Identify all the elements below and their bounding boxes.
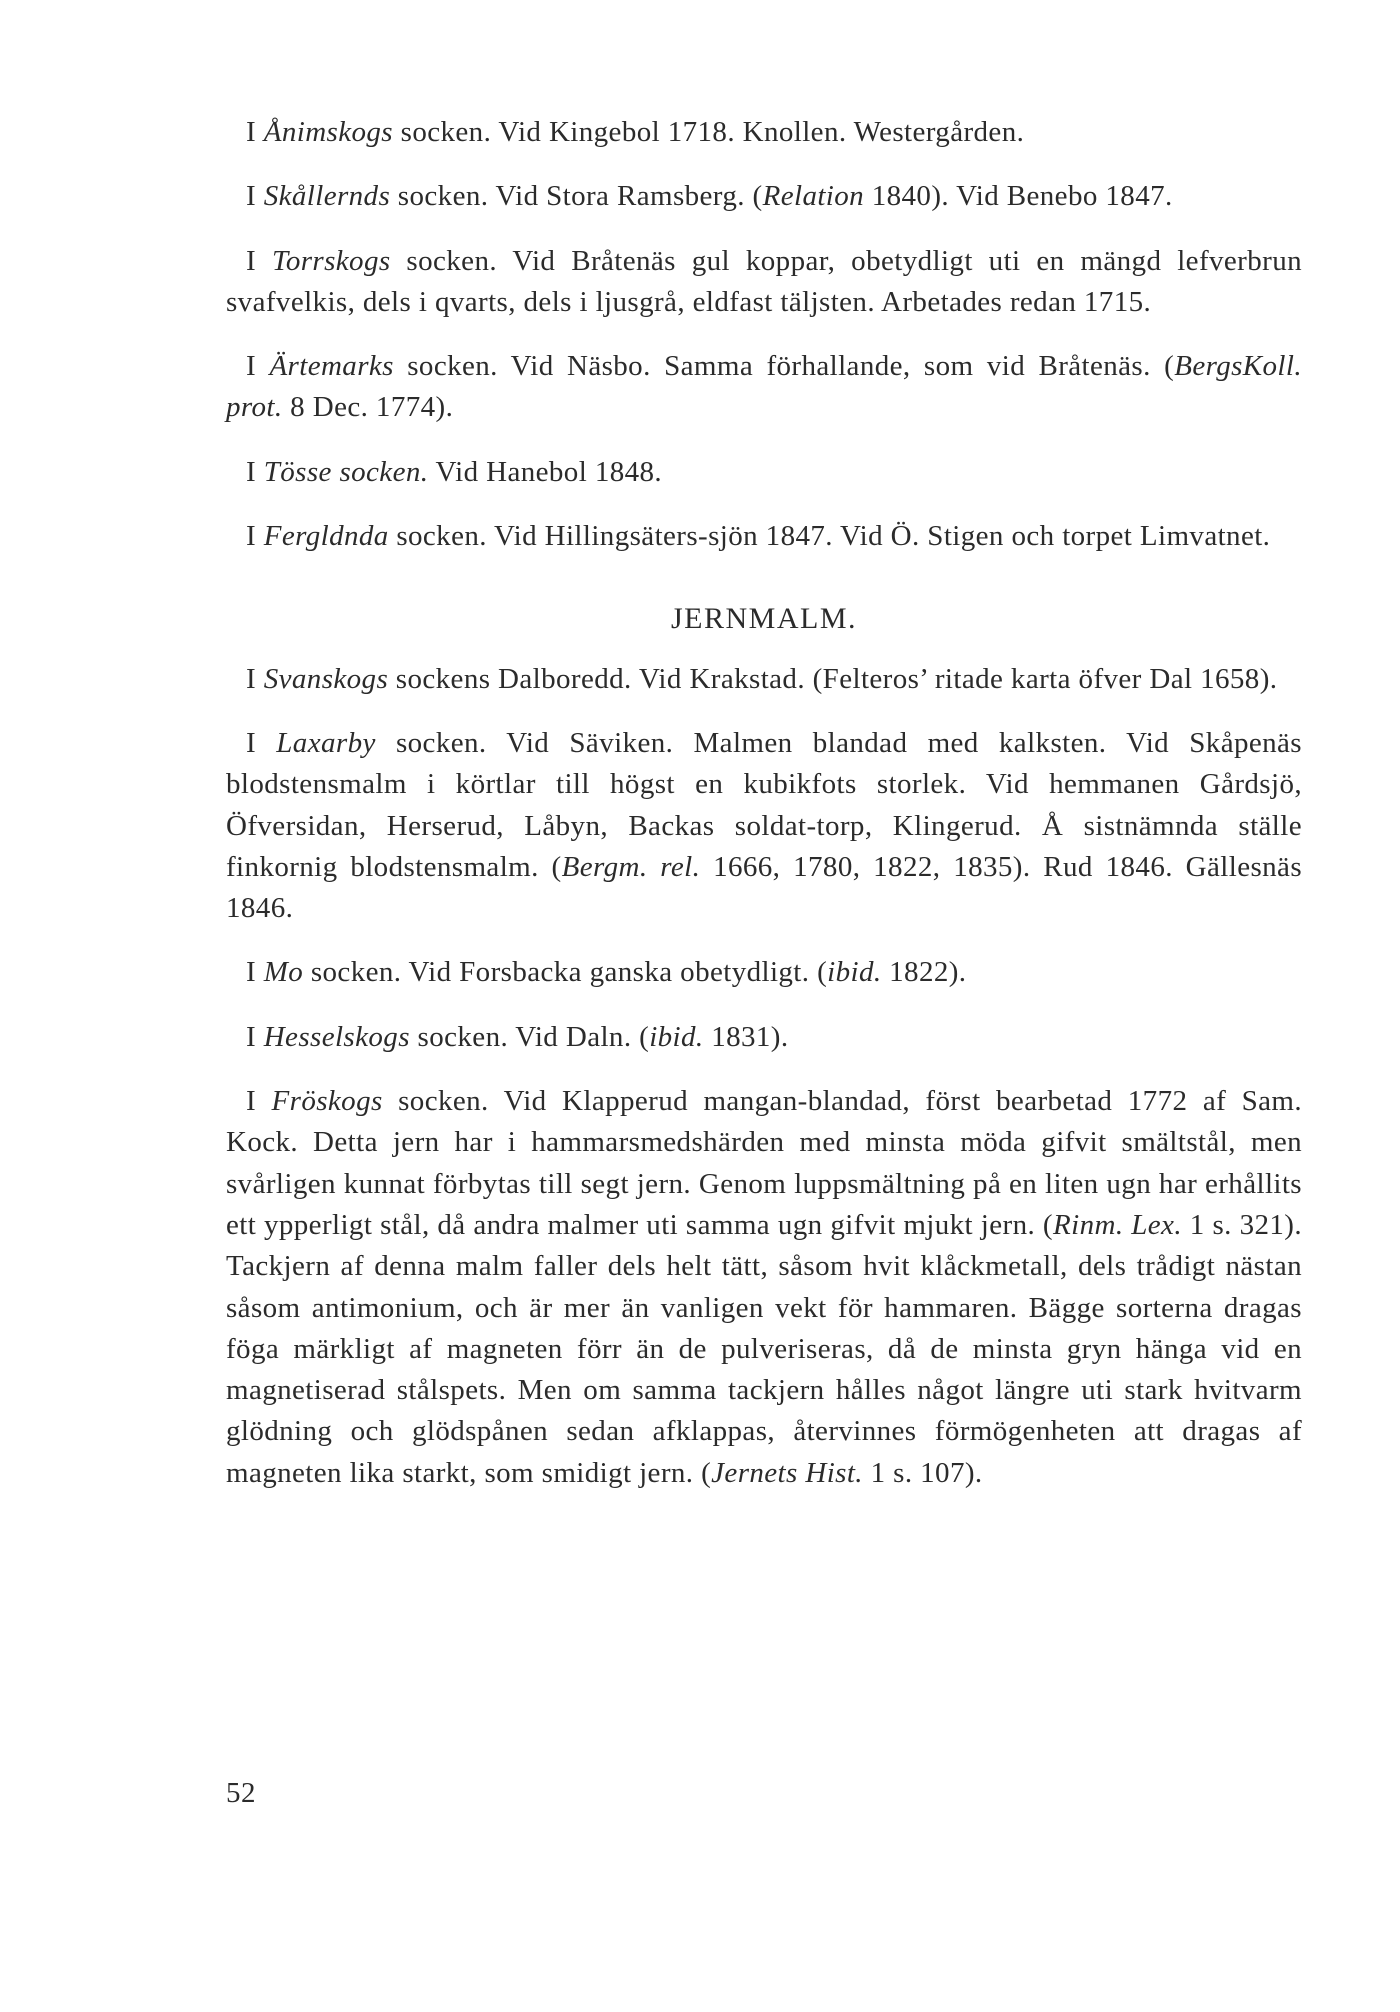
text-run: 1 s. 107). <box>862 1456 983 1489</box>
italic-text: Ånimskogs <box>263 116 393 148</box>
text-run: socken. Vid Näsbo. Samma förhallande, som vid Bråtenäs. ( <box>393 350 1175 383</box>
text-run: socken. Vid Klapperud mangan-blandad, först bearbetad 1772 af Sam. Kock. Detta jern har i hammarsmedshärden med minsta möda gifvit smältstål, men svårligen kunnat förbytas till segt jern. Genom luppsmältning på en liten ugn har erhållits ett ypperligt stål, då andra malmer uti samma ugn gifvit mjukt jern. ( <box>226 1085 1302 1241</box>
text-run: I <box>246 180 264 213</box>
text-run: socken. Vid Hillingsäters-sjön 1847. Vid Ö. Stigen och torpet Limvatnet. <box>388 520 1271 553</box>
page-body <box>226 112 1302 1494</box>
italic-text: Mo <box>263 956 304 989</box>
text-run: I <box>246 350 270 383</box>
italic-text: Ärtemarks <box>269 350 394 383</box>
text-run: 1666, 1780, 1822, 1835). Rud 1846. Gällesnäs 1846. <box>226 850 1303 925</box>
italic-text: Svanskogs <box>263 662 389 695</box>
paragraph <box>226 241 1302 324</box>
italic-text: ibid. <box>649 1020 704 1053</box>
italic-text: Fröskogs <box>271 1085 383 1118</box>
text-run: 1840). Vid Benebo 1847. <box>864 180 1173 213</box>
page-number: 52 <box>226 1777 256 1809</box>
text-run: 1 s. 321). Tackjern af denna malm faller dels helt tätt, såsom hvit klåckmetall, dels trådigt nästan såsom antimonium, och är mer än vanligen vekt för hammaren. Bägge sorterna dragas föga märkligt af magneten förr än de pulveriseras, då de minsta gryn hänga vid en magnetiserad stålspets. Men om samma tackjern hålles något längre uti stark hvitvarm glödning och glödspånen sedan afklappas, återvinnes förmögenheten att dragas af magneten lika starkt, som smidigt jern. ( <box>226 1208 1302 1489</box>
italic-text: Laxarby <box>276 726 376 759</box>
text-run: I <box>246 662 264 695</box>
italic-text: Jernets Hist. <box>711 1456 863 1489</box>
text-run: I <box>246 520 264 553</box>
text-run: socken. Vid Bråtenäs gul koppar, obetydligt uti en mängd lefverbrun svafvelkis, dels i qvarts, dels i ljusgrå, eldfast täljsten. Arbetades redan 1715. <box>226 244 1302 318</box>
iron-ore-occurrence-list <box>226 659 1302 1494</box>
italic-text: Tösse socken. <box>263 455 429 488</box>
paragraph <box>226 176 1302 217</box>
text-run: socken. Vid Daln. ( <box>409 1020 650 1053</box>
paragraph <box>226 723 1302 929</box>
text-run: I <box>246 116 264 148</box>
text-run: I <box>246 1085 272 1118</box>
paragraph <box>226 1017 1302 1058</box>
italic-text: Skållernds <box>263 180 391 213</box>
text-run: 8 Dec. 1774). <box>282 391 454 424</box>
text-run: socken. Vid Stora Ramsberg. ( <box>390 180 763 213</box>
paragraph <box>226 452 1302 493</box>
paragraph <box>226 516 1302 557</box>
text-run: I <box>246 956 264 989</box>
italic-text: Hesselskogs <box>263 1020 410 1053</box>
text-run: 1831). <box>703 1020 789 1053</box>
text-run: I <box>246 726 277 759</box>
paragraph <box>226 659 1302 700</box>
text-run: socken. Vid Kingebol 1718. Knollen. Westergården. <box>392 116 1025 148</box>
text-run: 1822). <box>881 956 967 989</box>
text-run: sockens Dalboredd. Vid Krakstad. (Felteros’ ritade karta öfver Dal 1658). <box>388 662 1278 695</box>
italic-text: BergsKoll. prot. <box>226 350 1302 424</box>
text-run: socken. Vid Säviken. Malmen blandad med kalksten. Vid Skåpenäs blodstensmalm i körtlar till högst en kubikfots storlek. Vid hemmanen Gårdsjö, Öfversidan, Herserud, Låbyn, Backas soldat-torp, Klingerud. Å sistnämnda ställe finkornig blodstensmalm. ( <box>226 726 1302 883</box>
mineral-occurrence-list <box>226 112 1302 557</box>
italic-text: Bergm. rel. <box>561 850 701 883</box>
paragraph <box>226 1081 1302 1494</box>
text-run: I <box>246 455 264 488</box>
paragraph <box>226 112 1302 153</box>
text-run: I <box>246 1020 264 1053</box>
section-heading: JERNMALM. <box>670 602 857 636</box>
paragraph <box>226 346 1302 429</box>
text-run: Vid Hanebol 1848. <box>428 455 663 488</box>
text-run: I <box>246 244 272 277</box>
italic-text: Fergldnda <box>263 520 389 553</box>
italic-text: ibid. <box>827 956 882 989</box>
italic-text: Relation <box>762 180 865 213</box>
italic-text: Torrskogs <box>271 244 391 277</box>
italic-text: Rinm. Lex. <box>1053 1208 1182 1241</box>
paragraph <box>226 952 1302 993</box>
text-run: socken. Vid Forsbacka ganska obetydligt. ( <box>303 956 828 989</box>
